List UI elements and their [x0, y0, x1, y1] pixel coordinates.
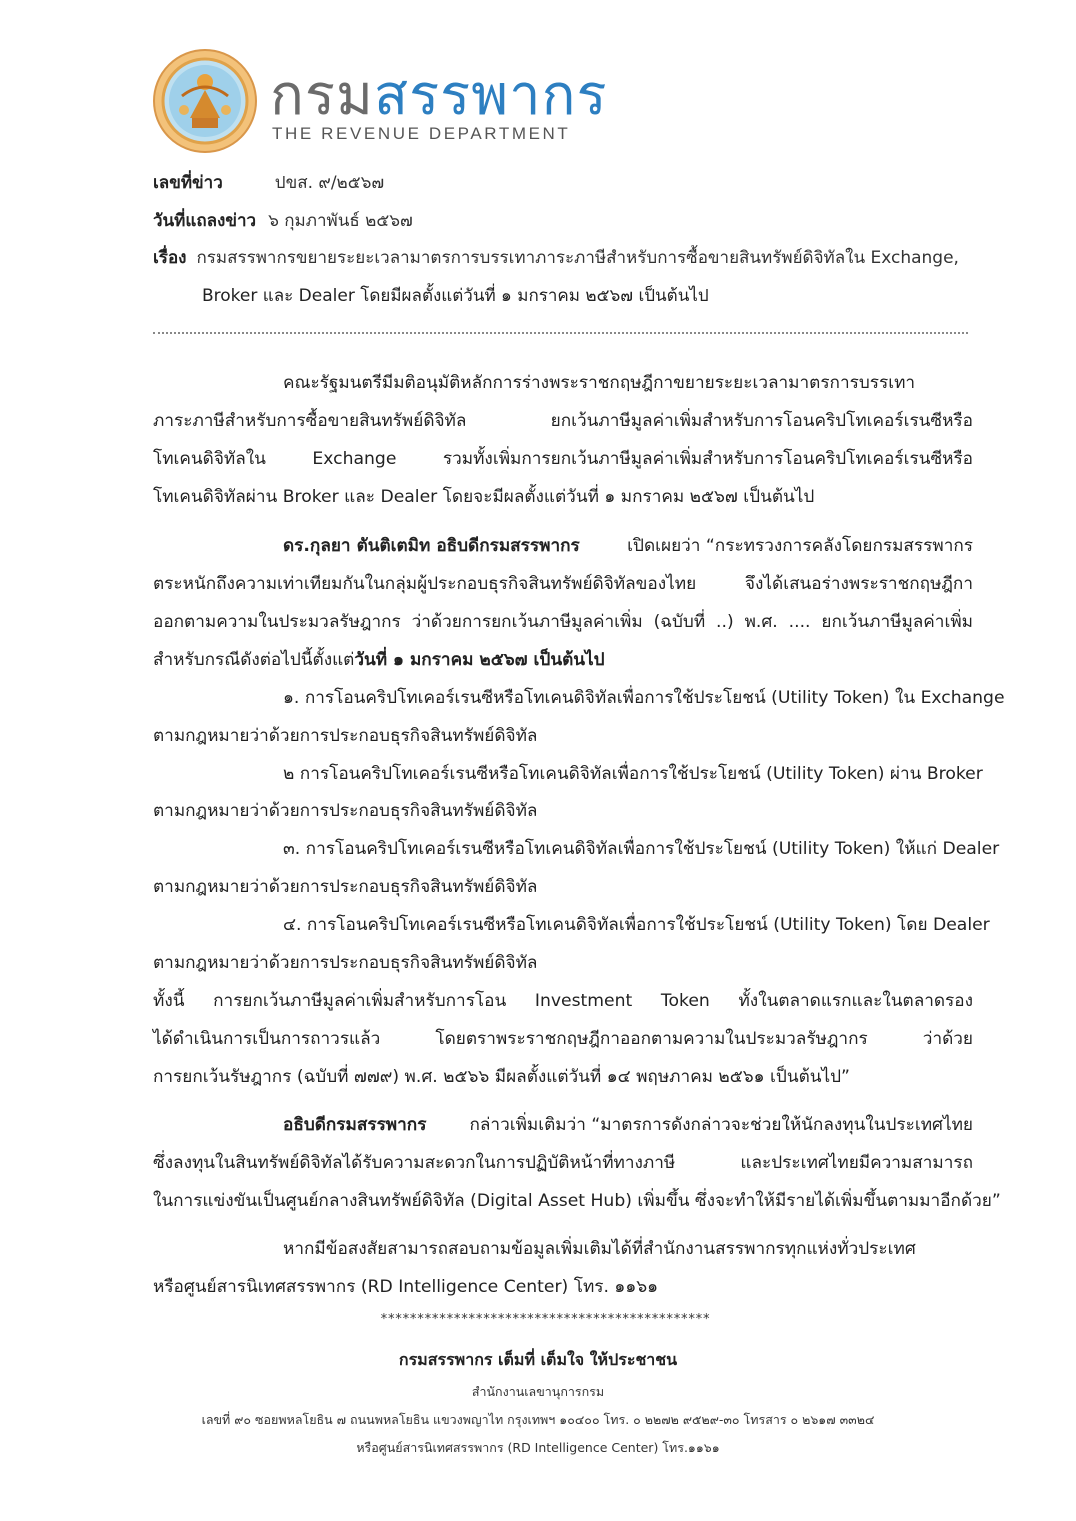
item-4-line-1: ๔. การโอนคริปโทเคอร์เรนซีหรือโทเคนดิจิทัลเพื่อการใช้ประโยชน์ (Utility Token) โดย Dealer [283, 915, 990, 935]
p1-line-2: ภาระภาษีสำหรับการซื้อขายสินทรัพย์ดิจิทัล ยกเว้นภาษีมูลค่าเพิ่มสำหรับการโอนคริปโทเคอร์เรนซีหรือ [153, 411, 973, 431]
news-number-label: เลขที่ข่าว [153, 173, 223, 193]
revenue-department-seal-icon [152, 48, 258, 154]
footer-address: เลขที่ ๙๐ ซอยพหลโยธิน ๗ ถนนพหลโยธิน แขวงพญาไท กรุงเทพฯ ๑๐๔๐๐ โทร. ๐ ๒๒๗๒ ๙๕๒๙-๓๐ โทรสาร ๐ ๒๖๑๗ ๓๓๒๔ [201, 1412, 875, 1427]
p1-line-1: คณะรัฐมนตรีมีมติอนุมัติหลักการร่างพระราชกฤษฎีกาขยายระยะเวลามาตรการบรรเทา [283, 373, 916, 393]
p4-line-3: ในการแข่งขันเป็นศูนย์กลางสินทรัพย์ดิจิทัล (Digital Asset Hub) เพิ่มขึ้น ซึ่งจะทำให้มีรายได้เพิ่มขึ้นตามมาอีกด้วย” [153, 1191, 1001, 1211]
p2-line-4 [153, 649, 605, 671]
p2-line-3: ออกตามความในประมวลรัษฎากร ว่าด้วยการยกเว้นภาษีมูลค่าเพิ่ม (ฉบับที่ ..) พ.ศ. .... ยกเว้นภาษีมูลค่าเพิ่ม [153, 612, 973, 632]
footer-slogan: กรมสรรพากร เต็มที่ เต็มใจ ให้ประชาชน [398, 1350, 678, 1369]
footer-office: สำนักงานเลขานุการกรม [471, 1384, 605, 1399]
item-1-line-2: ตามกฎหมายว่าด้วยการประกอบธุรกิจสินทรัพย์ดิจิทัล [153, 726, 538, 746]
p2-line-1 [283, 535, 973, 557]
date-label: วันที่แถลงข่าว [153, 211, 257, 231]
subject-line-2: Broker และ Dealer โดยมีผลตั้งแต่วันที่ ๑ มกราคม ๒๕๖๗ เป็นต้นไป [202, 286, 709, 306]
p2-line-1-rest: เปิดเผยว่า “กระทรวงการคลังโดยกรมสรรพากร [627, 536, 973, 556]
p5-line-1: หากมีข้อสงสัยสามารถสอบถามข้อมูลเพิ่มเติมได้ที่สำนักงานสรรพากรทุกแห่งทั่วประเทศ [283, 1239, 916, 1259]
p3-line-2: ได้ดำเนินการเป็นการถาวรแล้ว โดยตราพระราชกฤษฎีกาออกตามความในประมวลรัษฎากร ว่าด้วย [153, 1029, 973, 1049]
p4-line-1 [283, 1114, 973, 1136]
subject-line-1: กรมสรรพากรขยายระยะเวลามาตรการบรรเทาภาระภาษีสำหรับการซื้อขายสินทรัพย์ดิจิทัลใน Exchange, [196, 248, 959, 268]
p2-line-2: ตระหนักถึงความเท่าเทียมกันในกลุ่มผู้ประกอบธุรกิจสินทรัพย์ดิจิทัลของไทย จึงได้เสนอร่างพระราชกฤษฎีกา [153, 574, 973, 594]
p1-line-4: โทเคนดิจิทัลผ่าน Broker และ Dealer โดยจะมีผลตั้งแต่วันที่ ๑ มกราคม ๒๕๖๗ เป็นต้นไป [153, 487, 815, 507]
item-3-line-2: ตามกฎหมายว่าด้วยการประกอบธุรกิจสินทรัพย์ดิจิทัล [153, 877, 538, 897]
director-title: อธิบดีกรมสรรพากร [283, 1115, 427, 1135]
p3-line-1: ทั้งนี้ การยกเว้นภาษีมูลค่าเพิ่มสำหรับการโอน Investment Token ทั้งในตลาดแรกและในตลาดรอง [153, 991, 973, 1011]
item-4-line-2: ตามกฎหมายว่าด้วยการประกอบธุรกิจสินทรัพย์ดิจิทัล [153, 953, 538, 973]
p4-line-1-rest: กล่าวเพิ่มเติมว่า “มาตรการดังกล่าวจะช่วยให้นักลงทุนในประเทศไทย [469, 1115, 973, 1135]
item-1-line-1: ๑. การโอนคริปโทเคอร์เรนซีหรือโทเคนดิจิทัลเพื่อการใช้ประโยชน์ (Utility Token) ใน Exchange [283, 688, 1005, 708]
effective-date-bold: วันที่ ๑ มกราคม ๒๕๖๗ เป็นต้นไป [354, 650, 605, 670]
p4-line-2: ซึ่งลงทุนในสินทรัพย์ดิจิทัลได้รับความสะดวกในการปฏิบัติหน้าที่ทางภาษี และประเทศไทยมีความสามารถ [153, 1153, 973, 1173]
logo-wordmark [270, 63, 608, 128]
footer-call-center: หรือศูนย์สารนิเทศสรรพากร (RD Intelligence Center) โทร.๑๑๖๑ [356, 1440, 720, 1455]
item-2-line-2: ตามกฎหมายว่าด้วยการประกอบธุรกิจสินทรัพย์ดิจิทัล [153, 801, 538, 821]
p3-line-3: การยกเว้นรัษฎากร (ฉบับที่ ๗๗๙) พ.ศ. ๒๕๖๖ มีผลตั้งแต่วันที่ ๑๔ พฤษภาคม ๒๕๖๑ เป็นต้นไป” [153, 1067, 850, 1087]
date-row [153, 210, 413, 232]
p1-line-3: โทเคนดิจิทัลใน Exchange รวมทั้งเพิ่มการยกเว้นภาษีมูลค่าเพิ่มสำหรับการโอนคริปโทเคอร์เรนซีหรือ [153, 449, 973, 469]
subject-row [153, 247, 959, 269]
dotted-divider [153, 332, 968, 334]
director-name: ดร.กุลยา ตันติเตมิท อธิบดีกรมสรรพากร [283, 536, 580, 556]
news-number-value: ปขส. ๙/๒๕๖๗ [274, 173, 385, 193]
p2-line-4-plain: สำหรับกรณีดังต่อไปนี้ตั้งแต่ [153, 650, 355, 670]
p5-line-2: หรือศูนย์สารนิเทศสรรพากร (RD Intelligence Center) โทร. ๑๑๖๑ [153, 1277, 659, 1297]
item-2-line-1: ๒ การโอนคริปโทเคอร์เรนซีหรือโทเคนดิจิทัลเพื่อการใช้ประโยชน์ (Utility Token) ผ่าน Broker [283, 764, 983, 784]
item-3-line-1: ๓. การโอนคริปโทเคอร์เรนซีหรือโทเคนดิจิทัลเพื่อการใช้ประโยชน์ (Utility Token) ให้แก่ Dealer [283, 839, 1000, 859]
stars-divider: ********************************************* [380, 1312, 710, 1327]
date-value: ๖ กุมภาพันธ์ ๒๕๖๗ [268, 211, 413, 231]
news-number-row [153, 172, 384, 194]
logo-thai-blue: สรรพากร [373, 63, 608, 128]
logo-english-subtitle: THE REVENUE DEPARTMENT [272, 124, 571, 143]
logo-thai-dark: กรม [270, 63, 374, 128]
subject-label: เรื่อง [153, 248, 187, 268]
